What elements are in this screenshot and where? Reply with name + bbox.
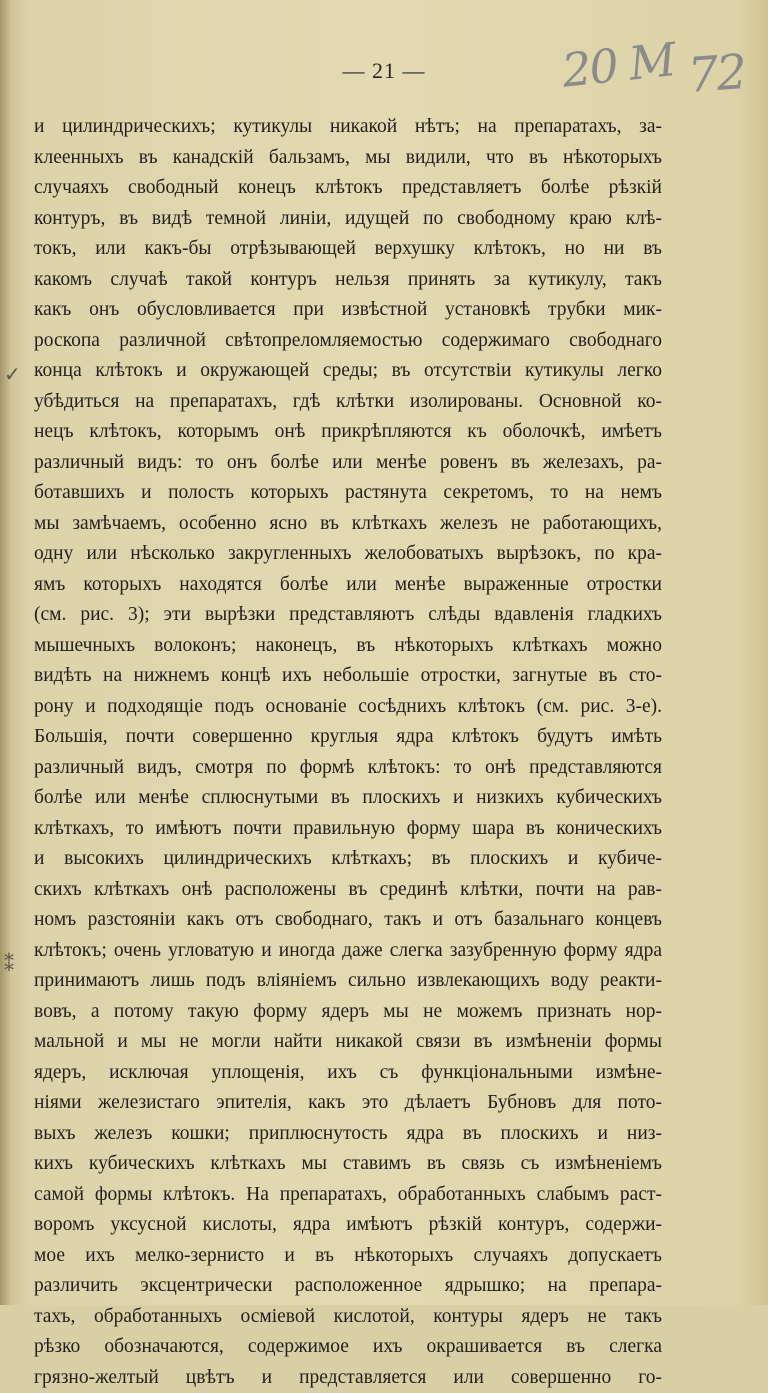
text-line: какъ онъ обусловливается при извѣстной установкѣ трубки мик- — [34, 295, 662, 326]
text-line: кихъ кубическихъ клѣткахъ мы ставимъ въ связь съ измѣненіемъ — [34, 1149, 662, 1180]
text-line: какомъ случаѣ такой контуръ нельзя принять за кутикулу, такъ — [34, 265, 662, 296]
text-line: болѣе или менѣе сплюснутыми въ плоскихъ и низкихъ кубическихъ — [34, 783, 662, 814]
text-line: различный видъ: то онъ болѣе или менѣе ровенъ въ железахъ, ра- — [34, 448, 662, 479]
text-line: грязно-желтый цвѣтъ и представляется или совершенно го- — [34, 1363, 662, 1393]
text-line: мы замѣчаемъ, особенно ясно въ клѣткахъ железъ не работающихъ, — [34, 509, 662, 540]
margin-pencil-mark: ⁑ — [4, 952, 14, 977]
text-line: конца клѣтокъ и окружающей среды; въ отсутствіи кутикулы легко — [34, 356, 662, 387]
text-line: скихъ клѣткахъ онѣ расположены въ срединѣ клѣтки, почти на рав- — [34, 875, 662, 906]
text-line: токъ, или какъ-бы отрѣзывающей верхушку клѣтокъ, но ни въ — [34, 234, 662, 265]
binding-edge — [0, 0, 10, 1305]
text-line: клеенныхъ въ канадскій бальзамъ, мы видили, что въ нѣкоторыхъ — [34, 143, 662, 174]
text-line: контуръ, въ видѣ темной линіи, идущей по свободному краю клѣ- — [34, 204, 662, 235]
text-line: выхъ железъ кошки; приплюснутость ядра въ плоскихъ и низ- — [34, 1119, 662, 1150]
text-line: рѣзко обозначаются, содержимое ихъ окрашивается въ слегка — [34, 1332, 662, 1363]
text-line: случаяхъ свободный конецъ клѣтокъ представляетъ болѣе рѣзкій — [34, 173, 662, 204]
text-line: и цилиндрическихъ; кутикулы никакой нѣтъ; на препаратахъ, за- — [34, 112, 662, 143]
text-line: воромъ уксусной кислоты, ядра имѣютъ рѣзкій контуръ, содержи- — [34, 1210, 662, 1241]
handwritten-note: 20 M — [559, 32, 676, 97]
page-number: — 21 — — [0, 58, 768, 84]
text-line: мальной и мы не могли найти никакой связи въ измѣненіи формы — [34, 1027, 662, 1058]
margin-pencil-mark: ✓ — [4, 362, 21, 387]
text-line: и высокихъ цилиндрическихъ клѣткахъ; въ плоскихъ и кубиче- — [34, 844, 662, 875]
text-line: самой формы клѣтокъ. На препаратахъ, обработанныхъ слабымъ раст- — [34, 1180, 662, 1211]
handwritten-note: 72 — [686, 44, 747, 104]
text-line: принимаютъ лишь подъ вліяніемъ сильно извлекающихъ воду реакти- — [34, 966, 662, 997]
text-line: ботавшихъ и полость которыхъ растянута секретомъ, то на немъ — [34, 478, 662, 509]
body-text — [34, 112, 662, 1393]
text-line: роскопа различной свѣтопреломляемостью содержимаго свободнаго — [34, 326, 662, 357]
text-line: нецъ клѣтокъ, которымъ онѣ прикрѣпляются къ оболочкѣ, имѣетъ — [34, 417, 662, 448]
text-line: Большія, почти совершенно круглыя ядра клѣтокъ будутъ имѣть — [34, 722, 662, 753]
text-line: мое ихъ мелко-зернисто и въ нѣкоторыхъ случаяхъ допускаетъ — [34, 1241, 662, 1272]
text-line: ямъ которыхъ находятся болѣе или менѣе выраженные отростки — [34, 570, 662, 601]
text-line: различить эксцентрически расположенное ядрышко; на препара- — [34, 1271, 662, 1302]
text-line: (см. рис. 3); эти вырѣзки представляютъ слѣды вдавленія гладкихъ — [34, 600, 662, 631]
text-line: клѣткахъ, то имѣютъ почти правильную форму шара въ коническихъ — [34, 814, 662, 845]
text-line: различный видъ, смотря по формѣ клѣтокъ: то онѣ представляются — [34, 753, 662, 784]
text-line: одну или нѣсколько закругленныхъ желобоватыхъ вырѣзокъ, по кра- — [34, 539, 662, 570]
text-line: ніями железистаго эпителія, какъ это дѣлаетъ Бубновъ для пото- — [34, 1088, 662, 1119]
text-line: рону и подходящіе подъ основаніе сосѣднихъ клѣтокъ (см. рис. 3-е). — [34, 692, 662, 723]
text-line: видѣть на нижнемъ концѣ ихъ небольшіе отростки, загнутые въ сто- — [34, 661, 662, 692]
text-line: номъ разстояніи какъ отъ свободнаго, такъ и отъ базальнаго концевъ — [34, 905, 662, 936]
text-line: вовъ, а потому такую форму ядеръ мы не можемъ признать нор- — [34, 997, 662, 1028]
text-line: мышечныхъ волоконъ; наконецъ, въ нѣкоторыхъ клѣткахъ можно — [34, 631, 662, 662]
text-line: тахъ, обработанныхъ осміевой кислотой, контуры ядеръ не такъ — [34, 1302, 662, 1333]
text-line: убѣдиться на препаратахъ, гдѣ клѣтки изолированы. Основной ко- — [34, 387, 662, 418]
text-line: клѣтокъ; очень угловатую и иногда даже слегка зазубренную форму ядра — [34, 936, 662, 967]
text-line: ядеръ, исключая уплощенія, ихъ съ функціональными измѣне- — [34, 1058, 662, 1089]
